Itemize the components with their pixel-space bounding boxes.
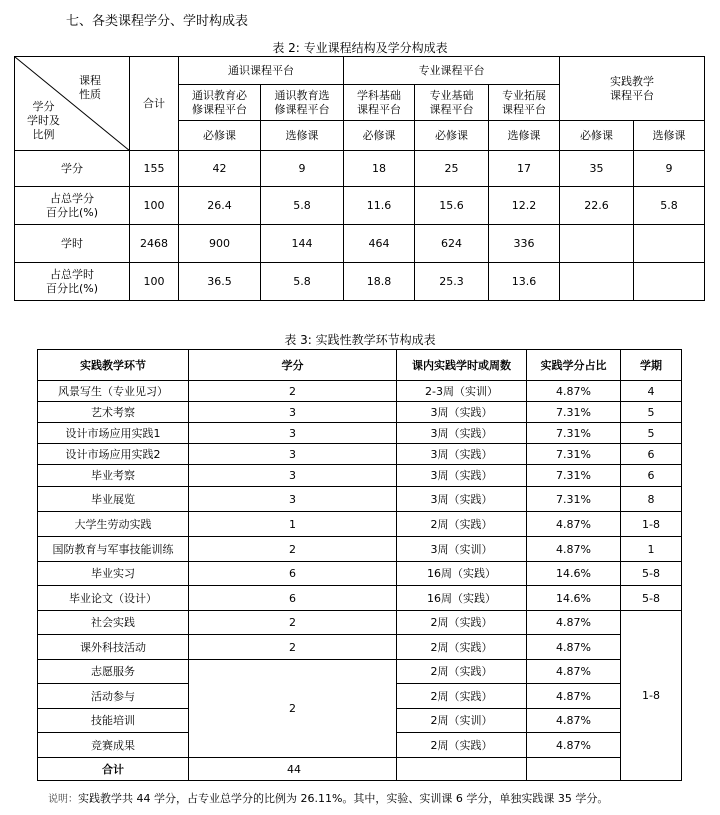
table-cell (634, 225, 705, 263)
table-row (38, 423, 682, 444)
table-row (38, 465, 682, 487)
table-row (38, 487, 682, 512)
practice-weeks: 16周（实践） (397, 586, 527, 611)
table-cell: 36.5 (179, 263, 261, 301)
practice-ratio: 14.6% (527, 562, 621, 586)
practice-credit: 1 (189, 512, 397, 537)
total-header: 合计 (130, 57, 179, 151)
table-cell: 2468 (130, 225, 179, 263)
table-cell: 464 (344, 225, 415, 263)
practice-name: 竞赛成果 (38, 733, 189, 758)
table-cell: 5.8 (261, 263, 344, 301)
merged-credit-cell: 2 (189, 660, 397, 758)
table-cell: 42 (179, 151, 261, 187)
table-cell: 18 (344, 151, 415, 187)
practice-name: 技能培训 (38, 709, 189, 733)
column-header: 学分 (189, 350, 397, 381)
table-cell: 100 (130, 263, 179, 301)
practice-weeks: 3周（实践） (397, 444, 527, 465)
practice-name: 艺术考察 (38, 402, 189, 423)
table-row (15, 151, 705, 187)
practice-term: 8 (621, 487, 682, 512)
table-cell (560, 263, 634, 301)
practice-term: 1-8 (621, 512, 682, 537)
table-cell: 9 (261, 151, 344, 187)
practice-name: 毕业展览 (38, 487, 189, 512)
course-type: 必修课 (415, 121, 489, 151)
table-cell (634, 263, 705, 301)
table-cell: 900 (179, 225, 261, 263)
practice-name: 国防教育与军事技能训练 (38, 537, 189, 562)
corner-label-credit: 学分 (32, 100, 55, 113)
table-cell: 9 (634, 151, 705, 187)
table-row (15, 263, 705, 301)
table-cell: 13.6 (489, 263, 560, 301)
practice-name: 社会实践 (38, 611, 189, 635)
practice-term: 6 (621, 465, 682, 487)
subplatform-general-required: 通识教育必 修课程平台 (179, 85, 261, 121)
practice-credit: 2 (189, 537, 397, 562)
corner-label-nature: 性质 (79, 88, 101, 101)
course-type: 必修课 (560, 121, 634, 151)
practice-weeks: 2周（实践） (397, 660, 527, 684)
practice-name: 设计市场应用实践2 (38, 444, 189, 465)
practice-weeks: 2周（实践） (397, 635, 527, 660)
subplatform-discipline-basic: 学科基础 课程平台 (344, 85, 415, 121)
practice-weeks: 2周（实践） (397, 512, 527, 537)
practice-credit: 3 (189, 444, 397, 465)
practice-ratio: 7.31% (527, 444, 621, 465)
practice-weeks: 3周（实践） (397, 402, 527, 423)
table-row (15, 187, 705, 225)
practice-weeks: 3周（实践） (397, 423, 527, 444)
row-label: 占总学分 百分比(%) (15, 187, 130, 225)
practice-credit: 2 (189, 611, 397, 635)
platform-general: 通识课程平台 (179, 57, 344, 85)
table-row (38, 444, 682, 465)
column-header: 课内实践学时或周数 (397, 350, 527, 381)
table-row (38, 635, 682, 660)
practice-term: 4 (621, 381, 682, 402)
practice-ratio: 4.87% (527, 635, 621, 660)
practice-ratio: 7.31% (527, 487, 621, 512)
table-cell: 35 (560, 151, 634, 187)
practice-ratio: 4.87% (527, 512, 621, 537)
table-cell: 25.3 (415, 263, 489, 301)
practice-ratio: 4.87% (527, 381, 621, 402)
practice-ratio: 7.31% (527, 402, 621, 423)
total-label: 合计 (38, 758, 189, 781)
table-cell: 26.4 (179, 187, 261, 225)
platform-major: 专业课程平台 (344, 57, 560, 85)
course-type: 必修课 (179, 121, 261, 151)
table-row (38, 512, 682, 537)
merged-term-cell: 1-8 (621, 611, 682, 781)
table-row (38, 611, 682, 635)
table-cell: 144 (261, 225, 344, 263)
practice-term: 5 (621, 402, 682, 423)
table-cell: 22.6 (560, 187, 634, 225)
practice-ratio: 14.6% (527, 586, 621, 611)
practice-credit: 3 (189, 423, 397, 444)
subplatform-major-extension: 专业拓展 课程平台 (489, 85, 560, 121)
practice-name: 毕业实习 (38, 562, 189, 586)
practice-ratio: 7.31% (527, 465, 621, 487)
practice-ratio: 4.87% (527, 684, 621, 709)
table-cell: 15.6 (415, 187, 489, 225)
corner-header-cell (15, 57, 130, 151)
practice-teaching-table (37, 349, 682, 781)
course-type: 选修课 (261, 121, 344, 151)
table3-caption: 表 3: 实践性教学环节构成表 (284, 333, 436, 347)
practice-weeks: 2周（实践） (397, 611, 527, 635)
practice-weeks: 2周（实践） (397, 733, 527, 758)
footnote (48, 790, 608, 806)
practice-term: 5 (621, 423, 682, 444)
practice-name: 志愿服务 (38, 660, 189, 684)
practice-weeks: 3周（实践） (397, 465, 527, 487)
course-type: 必修课 (344, 121, 415, 151)
empty-cell (397, 758, 527, 781)
table-cell: 100 (130, 187, 179, 225)
table-cell (560, 225, 634, 263)
table-row (15, 225, 705, 263)
practice-credit: 3 (189, 402, 397, 423)
section-heading: 七、各类课程学分、学时构成表 (66, 14, 249, 29)
practice-ratio: 4.87% (527, 537, 621, 562)
table-row (38, 586, 682, 611)
table-cell: 5.8 (634, 187, 705, 225)
platform-practice: 实践教学 课程平台 (560, 57, 705, 121)
course-structure-table (14, 56, 705, 301)
course-type: 选修课 (634, 121, 705, 151)
table-cell: 336 (489, 225, 560, 263)
subplatform-general-elective: 通识教育选 修课程平台 (261, 85, 344, 121)
table-cell: 624 (415, 225, 489, 263)
table-row (38, 381, 682, 402)
course-type: 选修课 (489, 121, 560, 151)
practice-weeks: 2周（实践） (397, 684, 527, 709)
table-total-row (38, 758, 682, 781)
practice-name: 大学生劳动实践 (38, 512, 189, 537)
practice-ratio: 4.87% (527, 733, 621, 758)
practice-name: 课外科技活动 (38, 635, 189, 660)
table-cell: 18.8 (344, 263, 415, 301)
row-label: 学时 (15, 225, 130, 263)
table-row (38, 402, 682, 423)
column-header: 学期 (621, 350, 682, 381)
table2-caption: 表 2: 专业课程结构及学分构成表 (272, 41, 448, 55)
practice-credit: 3 (189, 465, 397, 487)
table-cell: 5.8 (261, 187, 344, 225)
practice-weeks: 16周（实践） (397, 562, 527, 586)
row-label: 占总学时 百分比(%) (15, 263, 130, 301)
column-header: 实践学分占比 (527, 350, 621, 381)
table-cell: 155 (130, 151, 179, 187)
table-cell: 17 (489, 151, 560, 187)
practice-term: 5-8 (621, 586, 682, 611)
practice-ratio: 4.87% (527, 611, 621, 635)
footnote-text: 实践教学共 44 学分，占专业总学分的比例为 26.11%。其中，实验、实训课 6 学分，单独实践课 35 学分。 (78, 792, 609, 805)
practice-term: 1 (621, 537, 682, 562)
practice-term: 5-8 (621, 562, 682, 586)
column-header: 实践教学环节 (38, 350, 189, 381)
table-row (38, 562, 682, 586)
corner-label-course: 课程 (79, 74, 101, 87)
table-row (38, 660, 682, 684)
practice-weeks: 2周（实训） (397, 709, 527, 733)
practice-name: 风景写生（专业见习） (38, 381, 189, 402)
practice-credit: 2 (189, 381, 397, 402)
practice-name: 设计市场应用实践1 (38, 423, 189, 444)
practice-weeks: 3周（实践） (397, 487, 527, 512)
table-row (38, 537, 682, 562)
practice-credit: 6 (189, 562, 397, 586)
table-cell: 25 (415, 151, 489, 187)
practice-name: 毕业考察 (38, 465, 189, 487)
corner-label-ratio: 比例 (32, 128, 55, 141)
practice-credit: 2 (189, 635, 397, 660)
empty-cell (527, 758, 621, 781)
practice-credit: 3 (189, 487, 397, 512)
practice-credit: 6 (189, 586, 397, 611)
practice-ratio: 7.31% (527, 423, 621, 444)
practice-ratio: 4.87% (527, 660, 621, 684)
practice-term: 6 (621, 444, 682, 465)
practice-name: 毕业论文（设计） (38, 586, 189, 611)
practice-name: 活动参与 (38, 684, 189, 709)
row-label: 学分 (15, 151, 130, 187)
table-cell: 11.6 (344, 187, 415, 225)
subplatform-major-basic: 专业基础 课程平台 (415, 85, 489, 121)
table-cell: 12.2 (489, 187, 560, 225)
practice-ratio: 4.87% (527, 709, 621, 733)
total-value: 44 (189, 758, 397, 781)
practice-weeks: 2-3周（实训） (397, 381, 527, 402)
footnote-key: 说明： (48, 794, 78, 805)
corner-label-hours: 学时及 (27, 114, 60, 127)
table-header-row (38, 350, 682, 381)
practice-weeks: 3周（实训） (397, 537, 527, 562)
